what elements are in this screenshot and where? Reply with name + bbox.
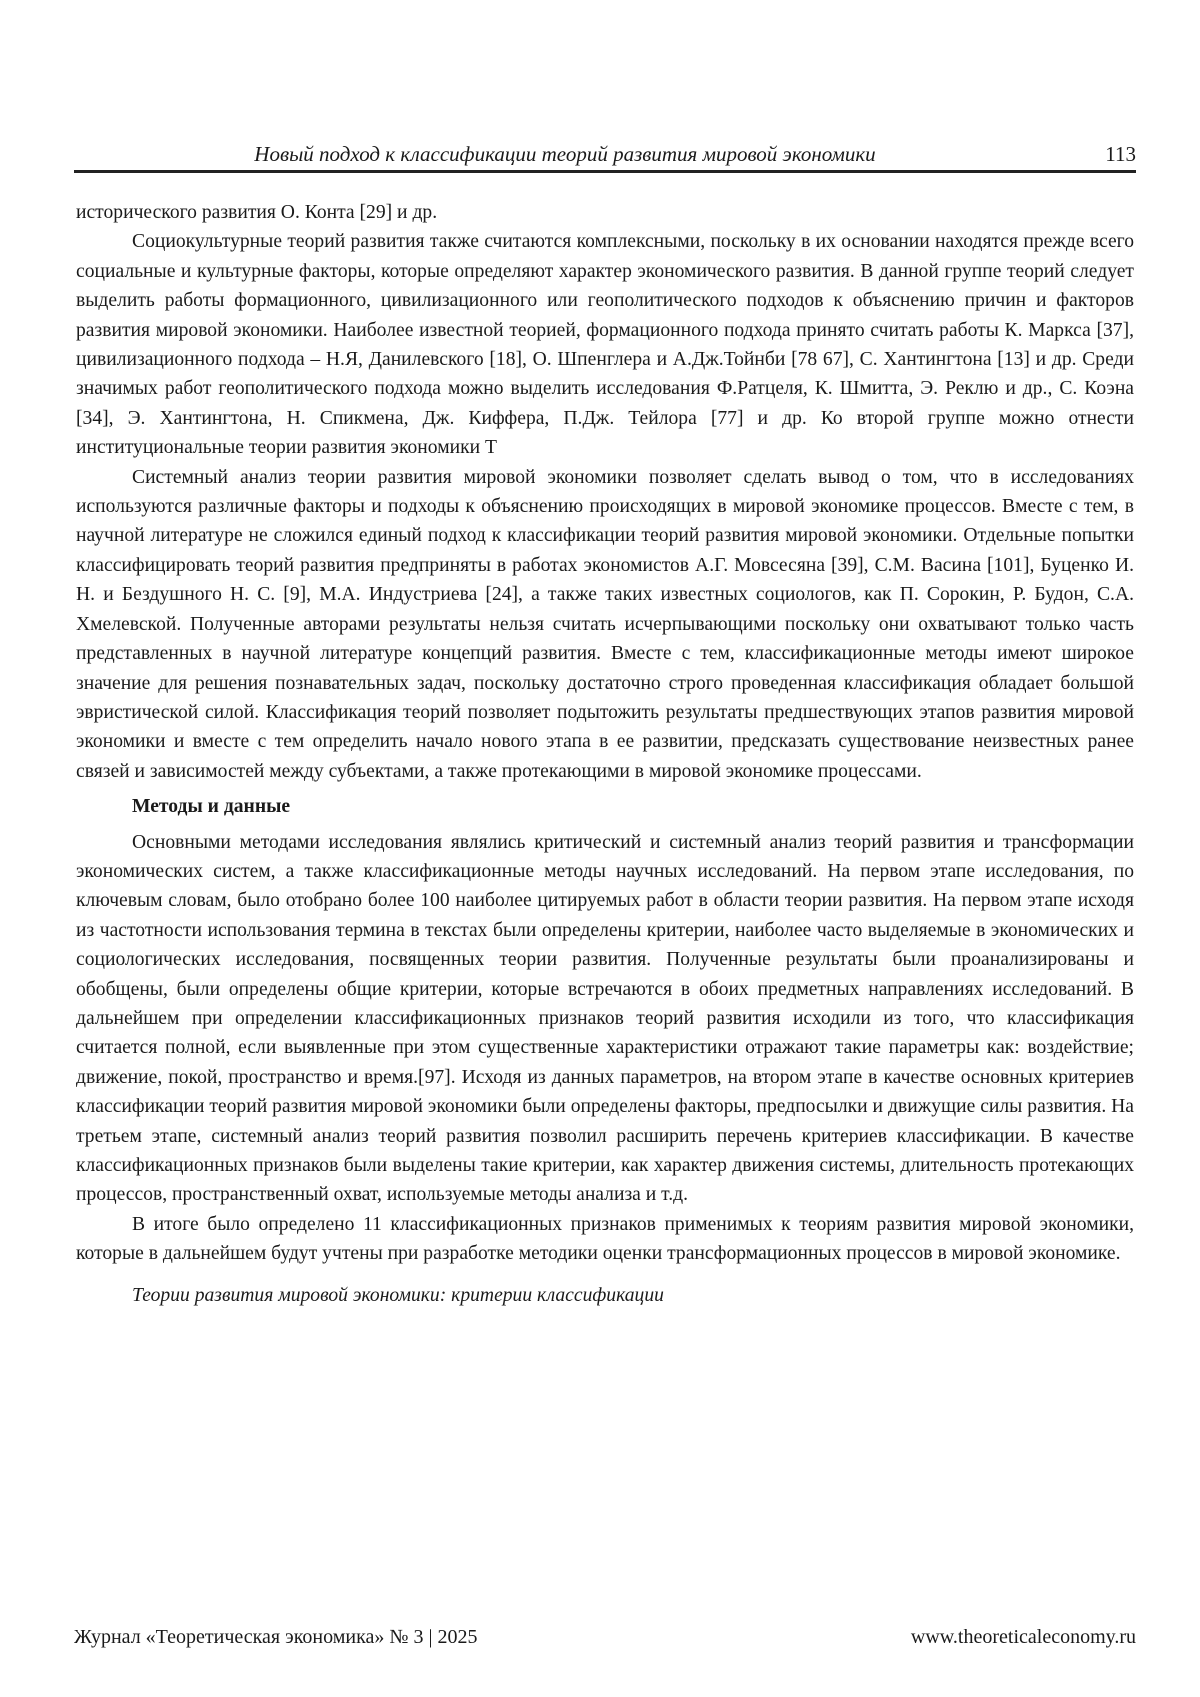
paragraph: исторического развития О. Конта [29] и др. [76, 202, 438, 223]
article-body [76, 198, 1134, 1310]
running-title: Новый подход к классификации теорий развития мировой экономики [254, 142, 876, 166]
paragraph: Социокультурные теорий развития также считаются комплексными, поскольку в их основании находятся прежде всего социальные и культурные факторы, которые определяют характер экономического развития. В данной группе теорий следует выделить работы формационного, цивилизационного или геополитического подходов к объяснению причин и факторов развития мировой экономики. Наиболее известной теорией, формационного подхода принято считать работы К. Маркса [37], цивилизационного подхода – Н.Я, Данилевского [18], О. Шпенглера и А.Дж.Тойнби [78 67], С. Хантингтона [13] и др. Среди значимых работ геополитического подхода можно выделить исследования Ф.Ратцеля, К. Шмитта, Э. Реклю и др., С. Коэна [34], Э. Хантингтона, Н. Спикмена, Дж. Киффера, П.Дж. Тейлора [77] и др. Ко второй группе можно отнести институциональные теории развития экономики Т [76, 231, 1134, 459]
table-caption: Теории развития мировой экономики: критерии классификации [132, 1284, 664, 1306]
paragraph: Основными методами исследования являлись критический и системный анализ теорий развития и трансформации экономических систем, а также классификационные методы научных исследований. На первом этапе исследования, по ключевым словам, было отобрано более 100 наиболее цитируемых работ в области теории развития. На первом этапе исходя из частотности использования термина в текстах были определены критерии, наиболее часто выделяемые в экономических и социологических исследования, посвященных теории развития. Полученные результаты были проанализированы и обобщены, были определены общие критерии, которые встречаются в обоих предметных направлениях исследований. В дальнейшем при определении классификационных признаков теорий развития исходили из того, что классификация считается полной, если выявленные при этом существенные характеристики отражают такие параметры как: воздействие; движение, покой, пространство и время.[97]. Исходя из данных параметров, на втором этапе в качестве основных критериев классификации теорий развития мировой экономики были определены факторы, предпосылки и движущие силы развития. На третьем этапе, системный анализ теорий развития позволил расширить перечень критериев классификации. В качестве классификационных признаков были выделены такие критерии, как характер движения системы, длительность протекающих процессов, пространственный охват, используемые методы анализа и т.д. [76, 831, 1134, 1206]
running-header [74, 140, 1136, 173]
website-link[interactable]: www.theoreticaleconomy.ru [910, 1626, 1136, 1648]
journal-info: Журнал «Теоретическая экономика» № 3 | 2025 [74, 1626, 478, 1648]
page-number: 113 [1105, 142, 1136, 166]
section-heading: Методы и данные [132, 796, 291, 818]
paragraph: В итоге было определено 11 классификационных признаков применимых к теориям развития мировой экономики, которые в дальнейшем будут учтены при разработке методики оценки трансформационных процессов в мировой экономике. [76, 1213, 1134, 1265]
paragraph: Системный анализ теории развития мировой экономики позволяет сделать вывод о том, что в исследованиях используются различные факторы и подходы к объяснению происходящих в мировой экономике процессов. Вместе с тем, в научной литературе не сложился единый подход к классификации теорий развития мировой экономики. Отдельные попытки классифицировать теорий развития предприняты в работах экономистов А.Г. Мовсесяна [39], С.М. Васина [101], Буценко И. Н. и Бездушного Н. С. [9], М.А. Индустриева [24], а также таких известных социологов, как П. Сорокин, Р. Будон, С.А. Хмелевской. Полученные авторами результаты нельзя считать исчерпывающими поскольку они охватывают только часть представленных в научной литературе концепций развития. Вместе с тем, классификационные методы имеют широкое значение для решения познавательных задач, поскольку достаточно строго проведенная классификация обладает большой эвристической силой. Классификация теорий позволяет подытожить результаты предшествующих этапов развития мировой экономики и вместе с тем определить начало нового этапа в ее развитии, предсказать существование неизвестных ранее связей и зависимостей между субъектами, а также протекающими в мировой экономике процессами. [76, 466, 1134, 782]
